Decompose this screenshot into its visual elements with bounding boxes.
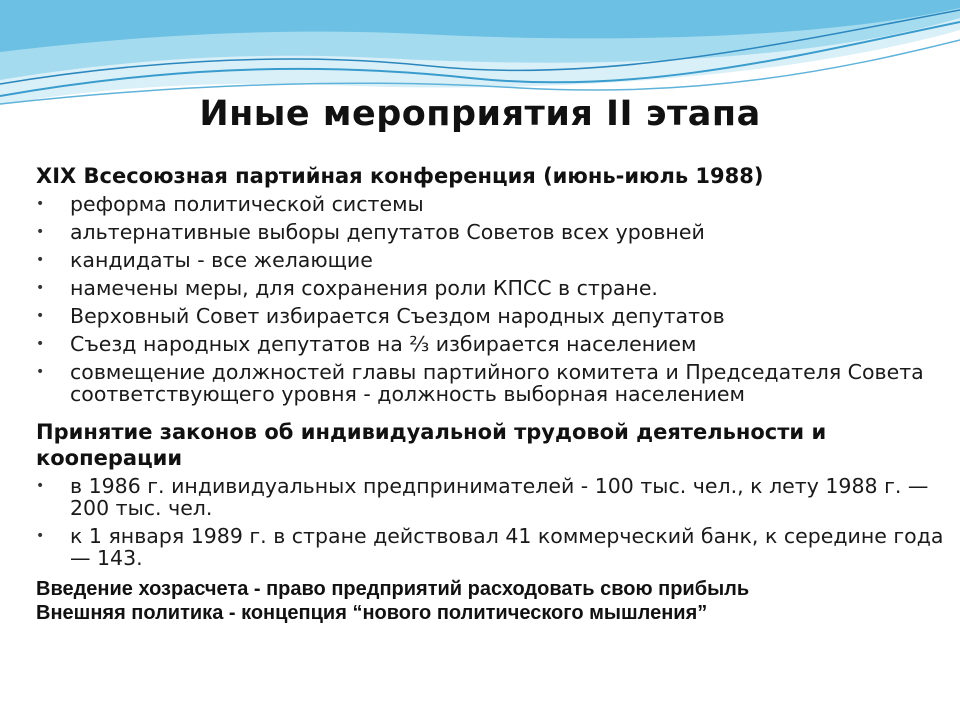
bullet-icon: •: [36, 364, 45, 380]
list-item: • в 1986 г. индивидуальных предпринимателей - 100 тыс. чел., к лету 1988 г. — 200 тыс. чел.: [36, 474, 929, 520]
section2-list: [36, 475, 950, 569]
slide-title: Иные мероприятия II этапа: [199, 94, 761, 134]
list-item: • Съезд народных депутатов на ⅔ избирается населением: [36, 332, 697, 356]
list-item: • Верховный Совет избирается Съездом народных депутатов: [36, 304, 725, 328]
section1-list: [36, 193, 950, 405]
bullet-icon: •: [36, 196, 45, 212]
bullet-icon: •: [36, 308, 45, 324]
bullet-icon: •: [36, 478, 45, 494]
list-item: • реформа политической системы: [36, 192, 424, 216]
list-item: • совмещение должностей главы партийного комитета и Председателя Совета соответствующего уровня - должность выборная населением: [36, 360, 924, 406]
footer-line-foreign-policy: Внешняя политика - концепция “нового политического мышления”: [36, 602, 708, 624]
bullet-icon: •: [36, 280, 45, 296]
bullet-icon: •: [36, 224, 45, 240]
bullet-icon: •: [36, 336, 45, 352]
bullet-icon: •: [36, 252, 45, 268]
section2-heading: Принятие законов об индивидуальной трудовой деятельности и кооперации: [36, 420, 827, 470]
footer-line-khozraschet: Введение хозрасчета - право предприятий расходовать свою прибыль: [36, 578, 750, 600]
section1-heading: XIX Всесоюзная партийная конференция (июнь-июль 1988): [36, 164, 764, 188]
bullet-icon: •: [36, 528, 45, 544]
list-item: • альтернативные выборы депутатов Советов всех уровней: [36, 220, 705, 244]
list-item: • намечены меры, для сохранения роли КПСС в стране.: [36, 276, 658, 300]
slide-content: [36, 163, 950, 625]
list-item: • к 1 января 1989 г. в стране действовал 41 коммерческий банк, к середине года — 143.: [36, 524, 944, 570]
list-item: • кандидаты - все желающие: [36, 248, 373, 272]
